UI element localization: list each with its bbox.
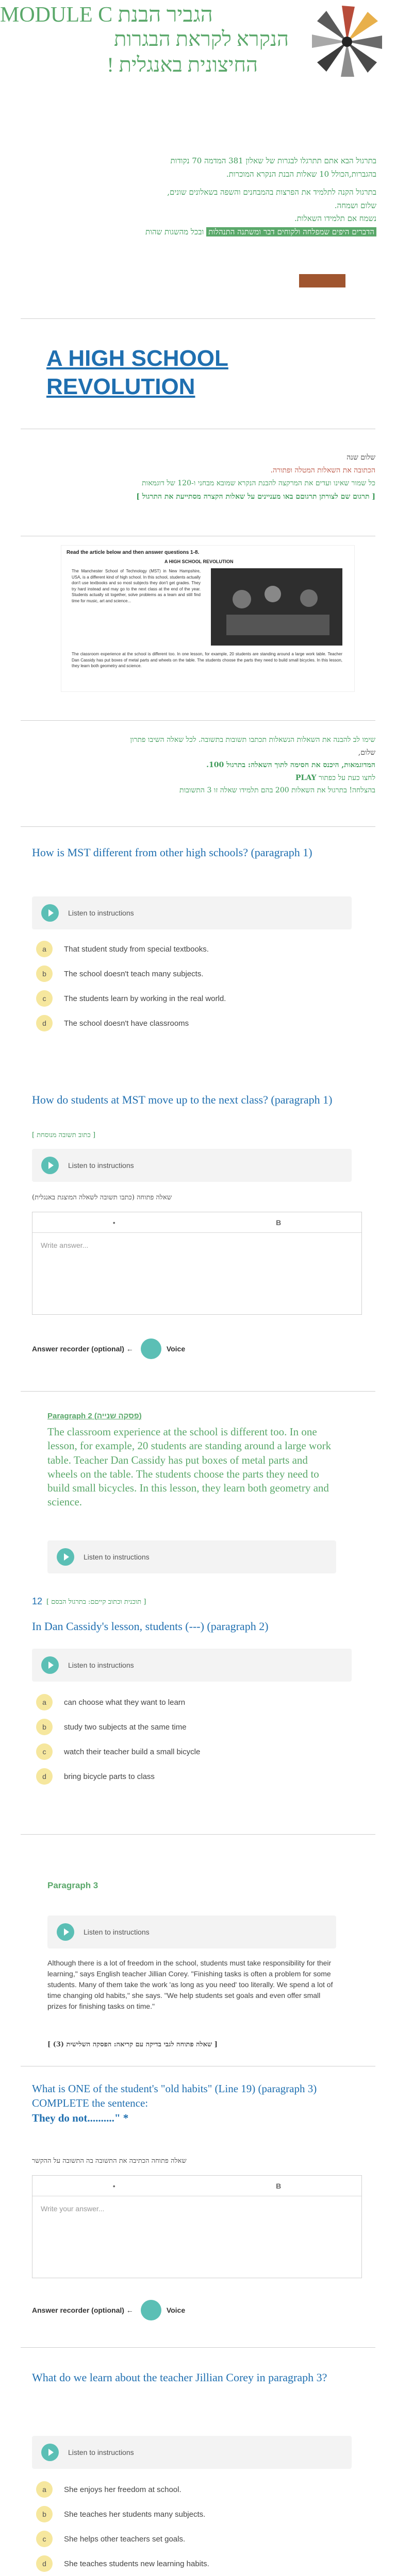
listen-instructions-box[interactable] xyxy=(47,1540,336,1573)
question-2-title: How do students at MST move up to the next class? (paragraph 1) xyxy=(32,1093,333,1106)
intro-highlight: הדברים היפים שמפלחה ולקוחים דבר ומשתנה התנהלות xyxy=(206,227,376,236)
note-line xyxy=(21,772,375,785)
play-icon[interactable] xyxy=(57,1923,74,1941)
option-b[interactable] xyxy=(36,1715,356,1739)
option-b[interactable] xyxy=(36,2502,356,2527)
option-letter: a xyxy=(36,1694,53,1710)
option-letter: b xyxy=(36,1719,53,1735)
play-word: PLAY xyxy=(295,773,317,782)
listen-label: Listen to instructions xyxy=(68,2448,134,2456)
question-3-title: In Dan Cassidy's lesson, students (---) (paragraph 2) xyxy=(32,1620,269,1633)
option-d[interactable] xyxy=(36,1764,356,1789)
q4-title-line: They do not.........." * xyxy=(32,2111,129,2124)
divider xyxy=(21,318,375,319)
intro-line: נשמח אם תלמידו השאלות. xyxy=(294,214,376,223)
reading-paragraph: The Manchester School of Technology (MST) in New Hampshire, USA, is a different kind of high school. In this school, students actually don't use textbooks and so most subjects they don't get grades. They try hard instead and may go to the next class at the end of the year. Students actually sit together, solve problems as a team and still find time for music, art and science... xyxy=(72,569,201,603)
option-letter: c xyxy=(36,1743,53,1760)
option-c[interactable] xyxy=(36,986,356,1011)
answer-editor[interactable] xyxy=(32,1212,362,1315)
q4-title-line: COMPLETE the sentence: xyxy=(32,2097,148,2110)
paragraph-2-title: Paragraph 2 (פסקה שנייה) xyxy=(47,1412,142,1420)
page-header xyxy=(0,0,396,82)
voice-record-button[interactable] xyxy=(141,2300,161,2320)
bullet-button[interactable]: • xyxy=(112,1218,116,1227)
recorder-label: Answer recorder (optional) ← xyxy=(32,1345,134,1353)
bold-button[interactable]: B xyxy=(276,1218,282,1227)
option-text: can choose what they want to learn xyxy=(64,1698,186,1707)
option-letter: a xyxy=(36,941,53,957)
option-text: She teaches her students many subjects. xyxy=(64,2510,206,2519)
divider xyxy=(21,826,375,827)
listen-instructions-box[interactable] xyxy=(47,1916,336,1948)
play-icon[interactable] xyxy=(41,904,59,922)
module-title: MODULE C הגביר הבנת xyxy=(0,3,213,27)
listen-instructions-box[interactable] xyxy=(32,896,352,929)
q4-title-line: What is ONE of the student's "old habits" (Line 19) (paragraph 3) xyxy=(32,2082,317,2095)
editor-toolbar xyxy=(32,1212,361,1233)
listen-label: Listen to instructions xyxy=(84,1928,150,1936)
option-letter: b xyxy=(36,2506,53,2522)
note-text: לחצו כעת על כפתור xyxy=(318,773,375,782)
option-d[interactable] xyxy=(36,2551,356,2576)
option-text: The school doesn't have classrooms xyxy=(64,1019,189,1028)
instr-line: כל שמור שאינו ועדים את המרקצה להבנת הנקרא שמובא מבחני ו-120 של דוגמאות xyxy=(142,479,375,488)
answer-recorder xyxy=(32,1338,185,1359)
instr-line: שלום שנה xyxy=(346,453,375,462)
voice-record-button[interactable] xyxy=(141,1338,161,1359)
q4-instruction: שאלה פתוחה הכתיבה את התשובה בה התשובה על ההקשר xyxy=(32,2157,187,2165)
module-subtitle-2: החיצונית באנגלית ! xyxy=(107,54,258,76)
option-letter: c xyxy=(36,2531,53,2547)
intro-line: בהגברות,הכולל 10 שאלות הבנת הנקרא המוכרות. xyxy=(226,169,376,179)
q3-options xyxy=(36,1690,356,1789)
paragraph-3-title: Paragraph 3 xyxy=(47,1880,98,1890)
option-b[interactable] xyxy=(36,961,356,986)
divider xyxy=(21,720,375,721)
question-number: 12 xyxy=(32,1596,43,1606)
reading-paragraph: The classroom experience at the school is different too. In one lesson, for example, 20 students are standing around a large work table. Teacher Dan Cassidy has put boxes of metal parts and wheels on the table. The students choose the parts they need to build small bicycles. In this lesson, they learn both geometry and science. xyxy=(72,652,342,669)
question-5-title: What do we learn about the teacher Jillian Corey in paragraph 3? xyxy=(32,2371,327,2384)
option-text: She enjoys her freedom at school. xyxy=(64,2485,182,2494)
instr-line: הכתובה את השאלות המטלה ופתורה. xyxy=(270,466,375,475)
option-a[interactable] xyxy=(36,1690,356,1715)
pinwheel-logo-icon xyxy=(308,3,386,80)
play-icon[interactable] xyxy=(41,1157,59,1174)
answer-placeholder[interactable]: Write answer... xyxy=(41,1241,89,1249)
listen-instructions-box[interactable] xyxy=(32,2436,352,2469)
note-line: המדוגמאות, היכנס את חסימה לתוך השאלה: בתרגול 100. xyxy=(206,761,375,769)
listen-label: Listen to instructions xyxy=(68,1661,134,1669)
hebrew-instructions xyxy=(21,451,375,503)
divider xyxy=(21,1834,375,1835)
paragraph-2-text: The classroom experience at the school is different too. In one lesson, for example, 20 students are standing around a large work table. Teacher Dan Cassidy has put boxes of metal parts and wheels on the table. The students choose the parts they need to build small bicycles. In this lesson, they learn both geometry and science. xyxy=(47,1426,332,1509)
note-line: שלום, xyxy=(358,748,375,757)
option-text: study two subjects at the same time xyxy=(64,1722,187,1732)
option-text: bring bicycle parts to class xyxy=(64,1772,155,1781)
intro-line: שלום ושמחה. xyxy=(334,200,376,210)
option-letter: d xyxy=(36,1015,53,1031)
listen-label: Listen to instructions xyxy=(68,909,134,917)
answer-editor[interactable] xyxy=(32,2175,362,2278)
reading-heading: A HIGH SCHOOL REVOLUTION xyxy=(164,559,234,564)
bold-button[interactable]: B xyxy=(276,2181,282,2190)
play-icon[interactable] xyxy=(57,1548,74,1566)
play-icon[interactable] xyxy=(41,1656,59,1674)
option-text: watch their teacher build a small bicycle xyxy=(64,1747,201,1756)
divider xyxy=(21,1391,375,1392)
option-text: She helps other teachers set goals. xyxy=(64,2534,186,2544)
divider xyxy=(21,2347,375,2348)
reading-instruction: Read the article below and then answer questions 1-8. xyxy=(67,550,200,555)
classroom-photo-icon xyxy=(211,568,342,646)
module-subtitle-1: הנקרא לקראת הבגרות xyxy=(113,28,289,50)
note-line: בהצלחה! בתרגול את השאלות 200 בהם תלמידו שאלה זו 3 התשובות xyxy=(179,786,375,794)
intro-line: בתרגול הקנה לתלמיד את הפרצות בהמבחנים והשפה בשאלונים שונים, xyxy=(167,188,376,197)
q5-options xyxy=(36,2477,356,2576)
question-1-title: How is MST different from other high schools? (paragraph 1) xyxy=(32,846,312,859)
option-text: That student study from special textbooks. xyxy=(64,944,209,954)
option-text: The students learn by working in the real world. xyxy=(64,994,226,1003)
intro-line: בתרגול הבא אתם תתרגלו לבגרות של שאלון 381 המדמה 70 נקודות xyxy=(170,156,376,165)
q3-label-row xyxy=(32,1596,146,1607)
editor-toolbar xyxy=(32,2176,361,2196)
note-line: שימו לב להבנה את השאלות הנשאלות תכתבו תשובות בתשובה. לכל שאלה השיבו פתרון xyxy=(130,736,375,744)
intro-rest: ובכל מהשגות שהות xyxy=(145,227,204,236)
option-letter: b xyxy=(36,965,53,982)
recorder-label: Answer recorder (optional) ← xyxy=(32,2306,134,2314)
option-letter: a xyxy=(36,2481,53,2498)
option-c[interactable] xyxy=(36,1739,356,1764)
paragraph-3-text: Although there is a lot of freedom in the school, students must take responsibility for their learning," says English teacher Jillian Corey. "Finishing tasks is often a problem for some students. Many of them take the work 'as long as you need' too literally. We spend a lot of time changing old habits," she says. "We help students set goals and even offer small prizes for finishing tasks on time." xyxy=(47,1959,333,2010)
option-a[interactable] xyxy=(36,937,356,961)
option-letter: d xyxy=(36,1768,53,1785)
question-4-title xyxy=(32,2081,362,2125)
option-a[interactable] xyxy=(36,2477,356,2502)
listen-instructions-box[interactable] xyxy=(32,1649,352,1682)
listen-instructions-box[interactable] xyxy=(32,1149,352,1182)
instr-line: [ תרגום שם לצורתן תרגוםם באו מעניינים על שאלות הקצרה מסתייעת את התרגול ] xyxy=(136,492,375,501)
intro-image-strip xyxy=(299,274,345,287)
q1-options xyxy=(36,937,356,1036)
option-letter: c xyxy=(36,990,53,1007)
option-text: The school doesn't teach many subjects. xyxy=(64,969,204,978)
answer-placeholder[interactable]: Write your answer... xyxy=(41,2205,105,2213)
article-title xyxy=(46,344,228,401)
reading-photo xyxy=(211,568,342,646)
reading-passage-image xyxy=(61,545,355,692)
listen-label: Listen to instructions xyxy=(68,1161,134,1170)
intro-block xyxy=(21,155,376,239)
intro-line xyxy=(21,226,376,239)
option-text: She teaches students new learning habits. xyxy=(64,2559,209,2568)
listen-label: Listen to instructions xyxy=(84,1553,150,1561)
article-title-line2: REVOLUTION xyxy=(46,374,195,399)
option-letter: d xyxy=(36,2555,53,2572)
q2-instruction: [ כתוב תשובה מנוסחת ] xyxy=(32,1131,96,1139)
option-d[interactable] xyxy=(36,1011,356,1036)
play-icon[interactable] xyxy=(41,2444,59,2461)
voice-label: Voice xyxy=(166,2306,186,2314)
answer-recorder xyxy=(32,2300,185,2320)
voice-label: Voice xyxy=(166,1345,186,1353)
hebrew-note xyxy=(21,734,375,797)
bullet-button[interactable]: • xyxy=(112,2181,116,2190)
paragraph-3-hebrew: [ שאלה פתוחה לגבי בדיקה עם קריאה: הפסקה השלישית (3) ] xyxy=(47,2041,218,2048)
q2-instruction-2: שאלה פתוחה (כתבו תשובה לשאלה המוצגת באנגלית) xyxy=(32,1194,172,1201)
article-title-line1: A HIGH SCHOOL xyxy=(46,346,228,371)
q3-label: [ תוכנית וכתוב קייםם: בתרגול הבסם ] xyxy=(46,1598,146,1606)
option-c[interactable] xyxy=(36,2527,356,2551)
